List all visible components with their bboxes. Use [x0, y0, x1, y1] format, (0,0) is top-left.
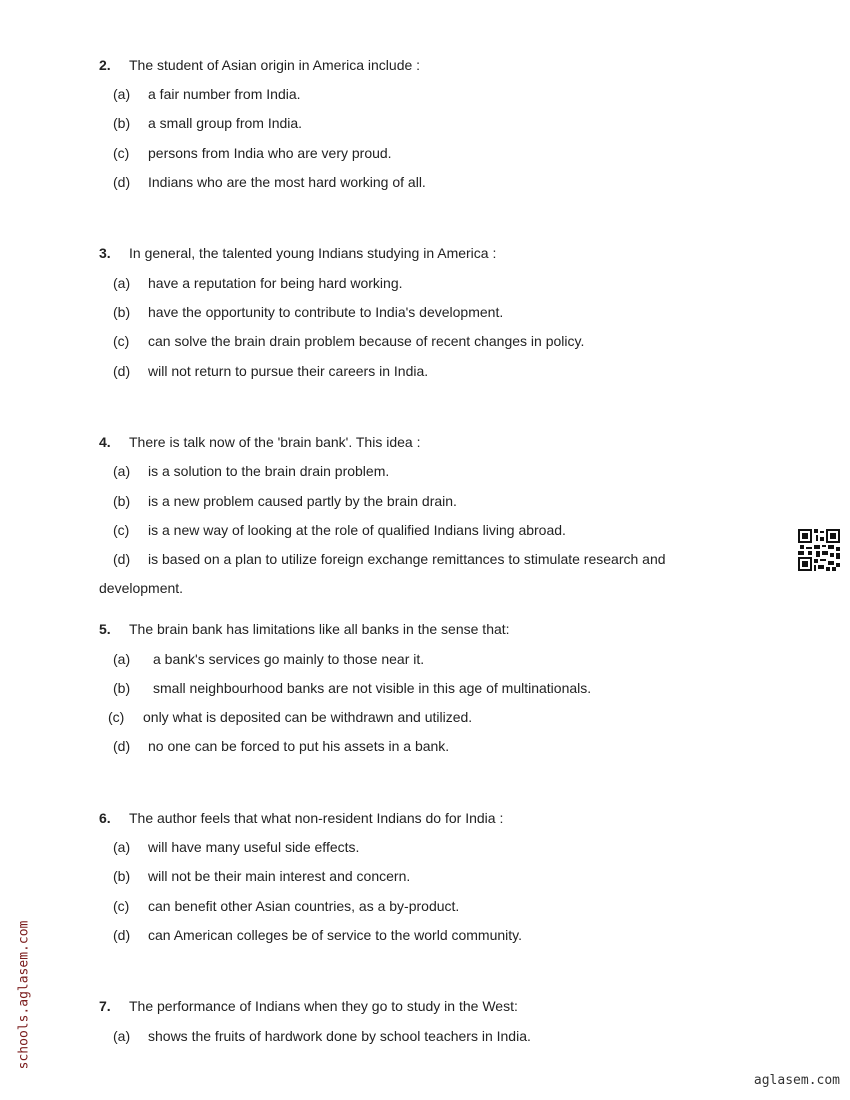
question-text: The author feels that what non-resident Indians do for India :	[129, 810, 504, 826]
option-text: a bank's services go mainly to those near it.	[153, 651, 425, 667]
option-letter: (b)	[113, 680, 131, 696]
option-letter: (a)	[113, 839, 131, 855]
option-6a	[113, 839, 359, 855]
question-number: 2.	[99, 57, 111, 73]
option-letter: (c)	[108, 709, 125, 725]
question-text: The brain bank has limitations like all banks in the sense that:	[129, 621, 510, 637]
option-text: shows the fruits of hardwork done by school teachers in India.	[148, 1028, 531, 1044]
option-text: have a reputation for being hard working.	[148, 275, 403, 291]
option-3a	[113, 275, 403, 291]
option-text: can benefit other Asian countries, as a by-product.	[148, 898, 460, 914]
option-7a	[113, 1028, 531, 1044]
question-7	[99, 998, 518, 1014]
option-text: will not return to pursue their careers in India.	[148, 363, 429, 379]
option-6d	[113, 927, 522, 943]
question-number: 6.	[99, 810, 111, 826]
option-letter: (a)	[113, 1028, 131, 1044]
option-letter: (a)	[113, 651, 131, 667]
qr-code-icon[interactable]	[798, 529, 840, 571]
option-text: is a new way of looking at the role of qualified Indians living abroad.	[148, 522, 566, 538]
option-text: will have many useful side effects.	[148, 839, 360, 855]
question-number: 5.	[99, 621, 111, 637]
option-3d	[113, 363, 428, 379]
option-text: is a new problem caused partly by the brain drain.	[148, 493, 457, 509]
option-letter: (d)	[113, 174, 131, 190]
question-4	[99, 434, 420, 450]
option-2d	[113, 174, 426, 190]
option-letter: (d)	[113, 363, 131, 379]
option-4b	[113, 493, 457, 509]
option-letter: (b)	[113, 493, 131, 509]
option-letter: (c)	[113, 898, 130, 914]
option-text: only what is deposited can be withdrawn and utilized.	[143, 709, 473, 725]
side-watermark	[14, 900, 34, 1090]
option-letter: (a)	[113, 86, 131, 102]
option-text: no one can be forced to put his assets in a bank.	[148, 738, 450, 754]
question-number: 7.	[99, 998, 111, 1014]
option-letter: (b)	[113, 868, 131, 884]
question-5	[99, 621, 510, 637]
option-text: can American colleges be of service to the world community.	[148, 927, 523, 943]
option-5c	[108, 709, 472, 725]
option-letter: (c)	[113, 333, 130, 349]
option-text: is a solution to the brain drain problem.	[148, 463, 390, 479]
option-4a	[113, 463, 389, 479]
question-text: The student of Asian origin in America include :	[129, 57, 421, 73]
option-text: can solve the brain drain problem because of recent changes in policy.	[148, 333, 585, 349]
footer-link[interactable]: aglasem.com	[753, 1073, 840, 1088]
option-5a	[113, 651, 424, 667]
option-letter: (c)	[113, 522, 130, 538]
question-text: There is talk now of the 'brain bank'. This idea :	[129, 434, 421, 450]
option-text: persons from India who are very proud.	[148, 145, 392, 161]
option-letter: (b)	[113, 115, 131, 131]
option-3c	[113, 333, 584, 349]
option-4c	[113, 522, 566, 538]
option-2a	[113, 86, 301, 102]
option-text: have the opportunity to contribute to India's development.	[148, 304, 504, 320]
question-2	[99, 57, 420, 73]
option-text: small neighbourhood banks are not visible in this age of multinationals.	[153, 680, 592, 696]
option-2c	[113, 145, 392, 161]
question-3	[99, 245, 496, 261]
side-watermark-text: schools.aglasem.com	[16, 920, 32, 1070]
question-number: 3.	[99, 245, 111, 261]
question-text: The performance of Indians when they go to study in the West:	[129, 998, 518, 1014]
option-3b	[113, 304, 503, 320]
option-text: a small group from India.	[148, 115, 303, 131]
option-letter: (d)	[113, 551, 131, 567]
option-text: Indians who are the most hard working of all.	[148, 174, 426, 190]
option-text: a fair number from India.	[148, 86, 301, 102]
option-text: is based on a plan to utilize foreign exchange remittances to stimulate research and	[148, 551, 666, 567]
option-letter: (a)	[113, 275, 131, 291]
option-6b	[113, 868, 410, 884]
option-letter: (d)	[113, 927, 131, 943]
question-number: 4.	[99, 434, 111, 450]
option-4d	[113, 551, 666, 567]
option-letter: (a)	[113, 463, 131, 479]
option-5b	[113, 680, 591, 696]
option-5d	[113, 738, 449, 754]
option-4d-continuation: development.	[99, 580, 184, 596]
option-letter: (c)	[113, 145, 130, 161]
option-text: will not be their main interest and concern.	[148, 868, 411, 884]
question-text: In general, the talented young Indians studying in America :	[129, 245, 497, 261]
option-letter: (d)	[113, 738, 131, 754]
option-6c	[113, 898, 459, 914]
option-letter: (b)	[113, 304, 131, 320]
option-2b	[113, 115, 302, 131]
question-6	[99, 810, 503, 826]
